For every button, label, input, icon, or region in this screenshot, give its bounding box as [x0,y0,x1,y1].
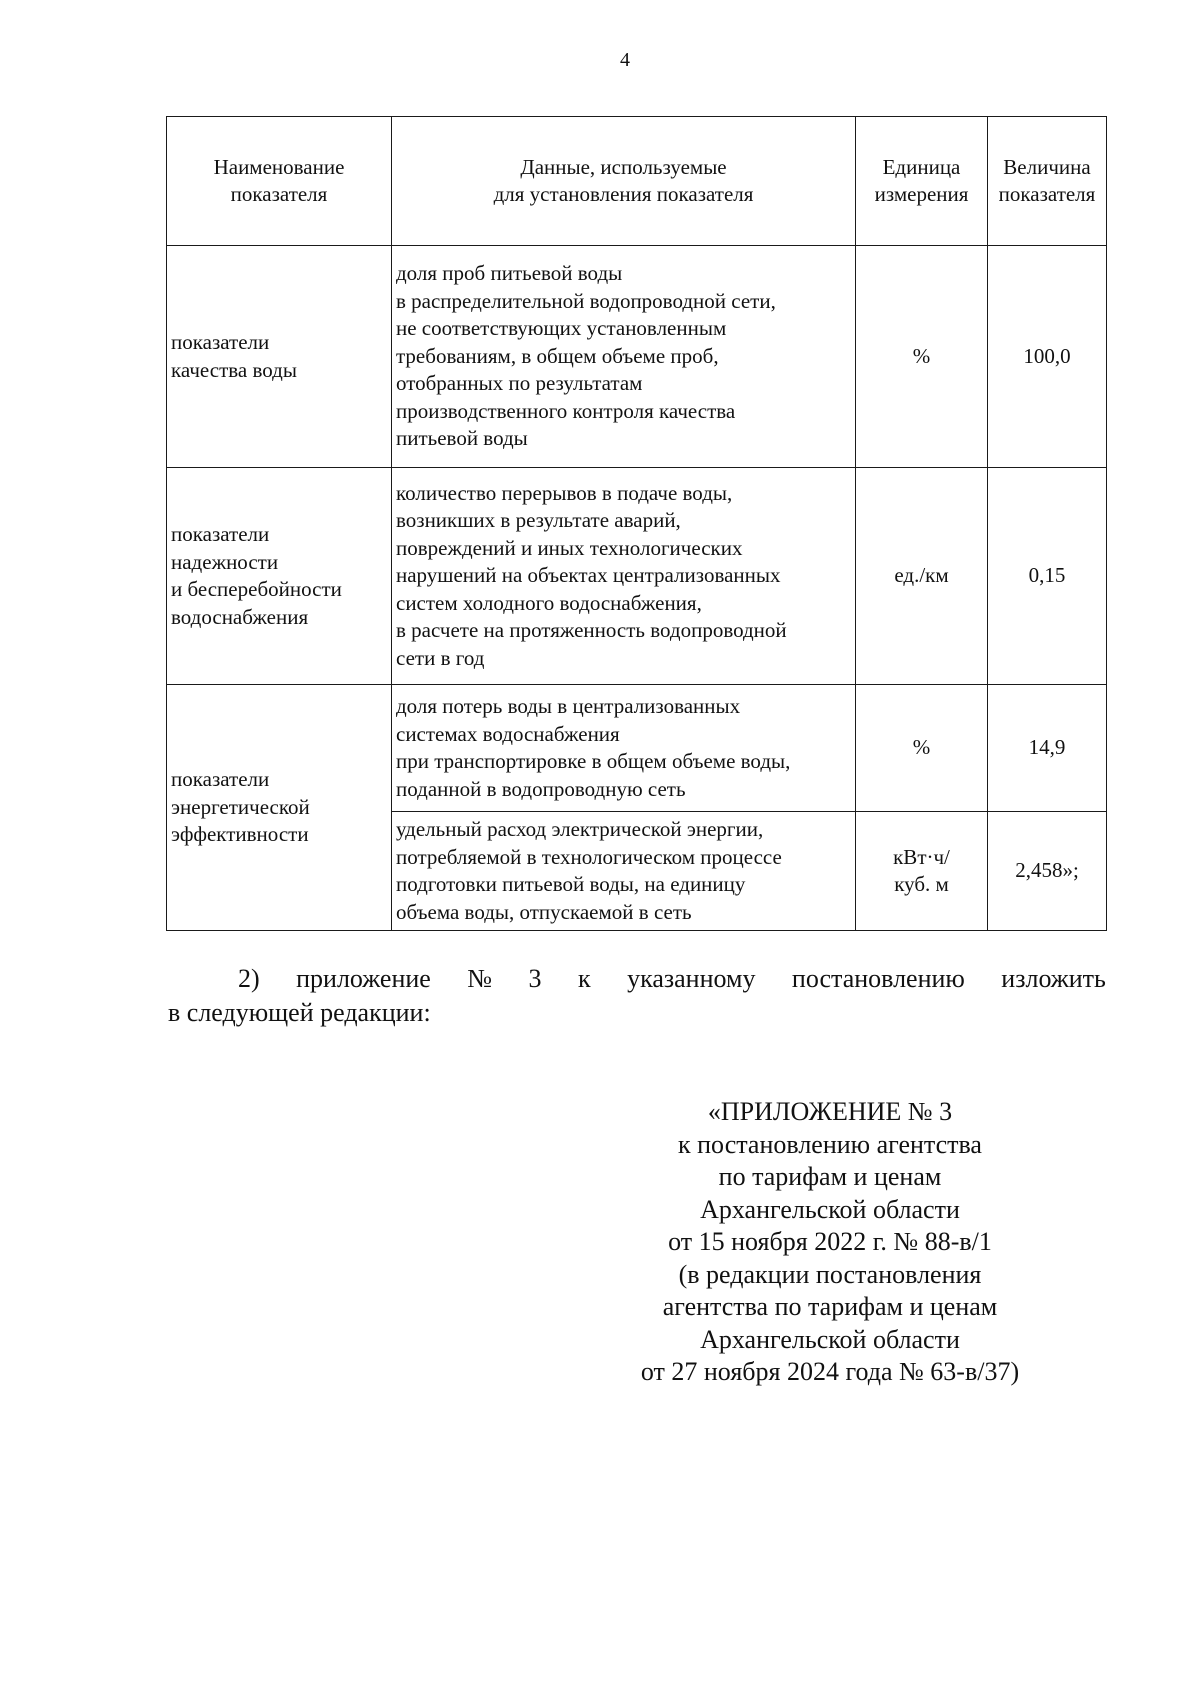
indicator-value: 0,15 [988,468,1107,685]
paragraph-word: 3 [528,964,542,993]
paragraph-word: указанному [627,964,756,993]
indicators-table [166,116,1107,931]
paragraph-word: постановлению [791,964,965,993]
paragraph-word: к [577,964,591,993]
appendix-line: от 15 ноября 2022 г. № 88-в/1 [668,1227,992,1256]
paragraph-word: 2) [238,964,260,993]
header-unit: Единица измерения [856,117,988,246]
table-row [167,468,1107,685]
indicator-data: удельный расход электрической энергии, потребляемой в технологическом процессе подготовки питьевой воды, на единицу объема воды, отпускаемой в сеть [392,812,856,931]
appendix-line: по тарифам и ценам [718,1162,942,1191]
header-indicator-name: Наименование показателя [167,117,392,246]
header-data-used: Данные, используемые для установления показателя [392,117,856,246]
indicator-value: 2,458»; [988,812,1107,931]
indicator-unit: ед./км [856,468,988,685]
appendix-header [610,1096,1050,1389]
appendix-line: «ПРИЛОЖЕНИЕ № 3 [707,1097,953,1126]
paragraph-word: приложение [296,964,431,993]
header-value: Величина показателя [988,117,1107,246]
page-number: 4 [620,49,630,71]
indicator-group-name: показатели энергетической эффективности [167,685,392,931]
appendix-line: агентства по тарифам и ценам [662,1292,998,1321]
table-header-row [167,117,1107,246]
paragraph-word: изложить [1001,964,1106,993]
indicator-data: доля потерь воды в централизованных системах водоснабжения при транспортировке в общем объеме воды, поданной в водопроводную сеть [392,685,856,812]
table-row [167,685,1107,812]
appendix-line: Архангельской области [700,1194,960,1224]
appendix-line: к постановлению агентства [678,1129,982,1159]
indicator-value: 100,0 [988,246,1107,468]
paragraph-second-line: в следующей редакции: [168,998,431,1027]
indicator-group-name: показатели качества воды [167,246,392,468]
table-row [167,246,1107,468]
amendment-paragraph [168,962,1106,1030]
indicator-unit: кВт·ч/ куб. м [856,812,988,931]
paragraph-word: № [467,964,493,993]
appendix-line: от 27 ноября 2024 года № 63-в/37) [640,1357,1020,1386]
paragraph-first-line [168,962,1106,996]
indicator-group-name: показатели надежности и бесперебойности водоснабжения [167,468,392,685]
indicator-data: количество перерывов в подаче воды, возникших в результате аварий, повреждений и иных технологических нарушений на объектах централизованных систем холодного водоснабжения, в расчете на протяженность водопроводной сети в год [392,468,856,685]
indicator-data: доля проб питьевой воды в распределительной водопроводной сети, не соответствующих установленным требованиям, в общем объеме проб, отобранных по результатам производственного контроля качества питьевой воды [392,246,856,468]
appendix-line: (в редакции постановления [678,1259,982,1289]
indicator-unit: % [856,246,988,468]
indicator-value: 14,9 [988,685,1107,812]
indicator-unit: % [856,685,988,812]
appendix-line: Архангельской области [700,1324,960,1354]
